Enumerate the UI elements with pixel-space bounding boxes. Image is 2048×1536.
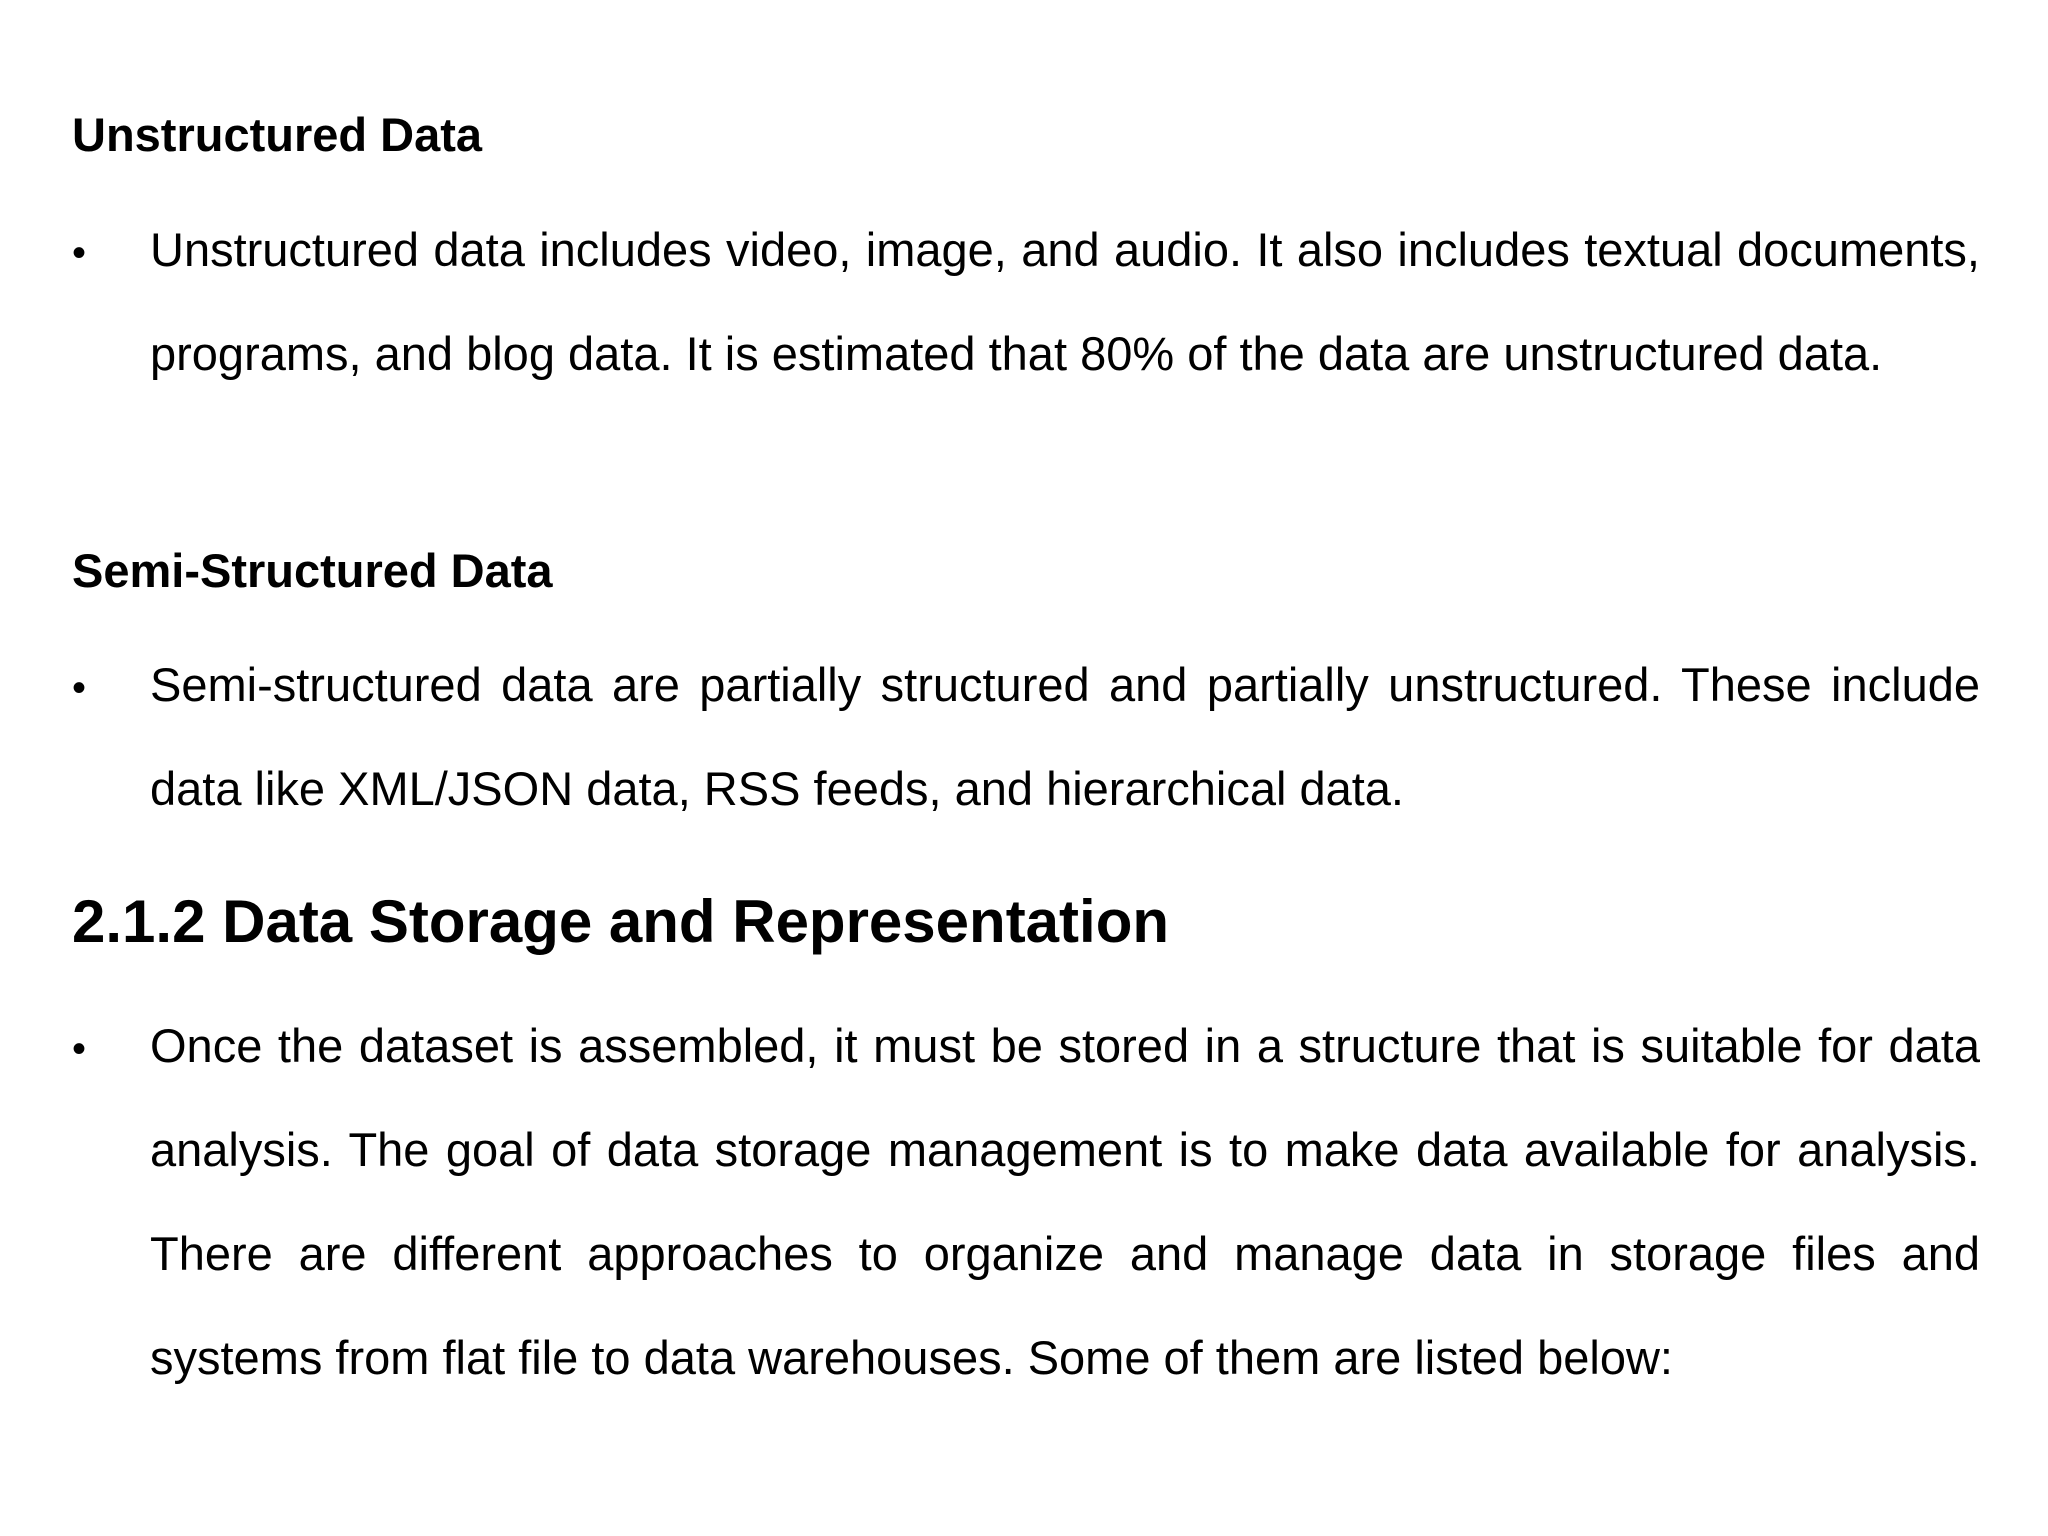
semi-structured-data-heading: Semi-Structured Data [72,544,553,597]
unstructured-data-paragraph: Unstructured data includes video, image, and audio. It also includes textual documents, programs, and blog data. It is estimated that 80% of the data are unstructured data. [150,223,1980,380]
bullet-marker: • [72,1027,87,1071]
semi-structured-data-paragraph: Semi-structured data are partially structured and partially unstructured. These include data like XML/JSON data, RSS feeds, and hierarchical data. [150,658,1980,815]
bullet-marker: • [72,666,87,710]
data-storage-paragraph: Once the dataset is assembled, it must be stored in a structure that is suitable for data analysis. The goal of data storage management is to make data available for analysis. There are different approaches to organize and manage data in storage files and systems from flat file to data warehouses. Some of them are listed below: [150,1019,1980,1384]
section-heading-data-storage: 2.1.2 Data Storage and Representation [72,888,1169,955]
unstructured-data-heading: Unstructured Data [72,108,483,161]
bullet-marker: • [72,231,87,275]
